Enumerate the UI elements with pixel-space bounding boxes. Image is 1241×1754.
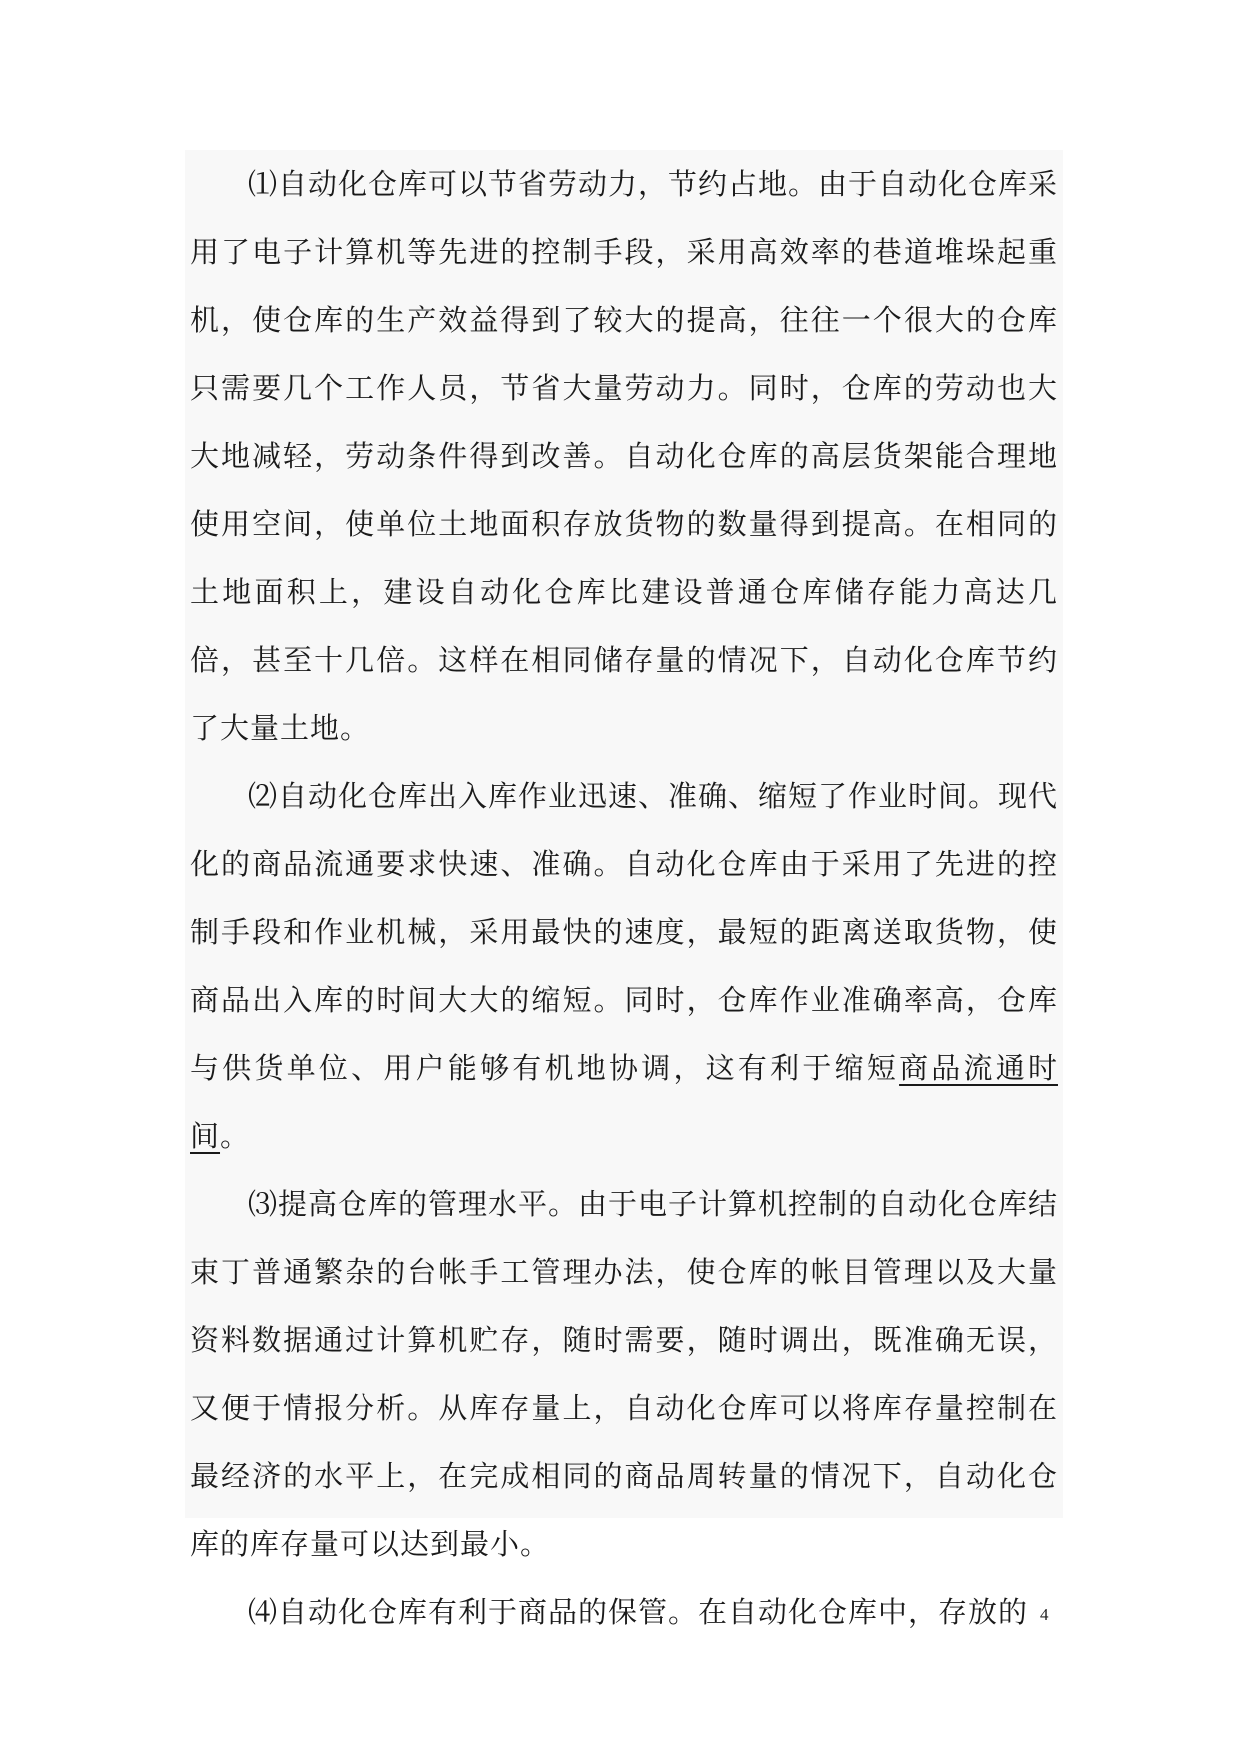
paragraph-3: ⑶提高仓库的管理水平。由于电子计算机控制的自动化仓库结束丁普通繁杂的台帐手工管理办法，使仓库的帐目管理以及大量资料数据通过计算机贮存，随时需要，随时调出，既准确无误，又便于情报分析。从库存量上，自动化仓库可以将库存量控制在最经济的水平上，在完成相同的商品周转量的情况下，自动化仓库的库存量可以达到最小。 xyxy=(190,1187,1059,1561)
paragraph-2 xyxy=(190,762,1058,1170)
page-number: 4 xyxy=(1040,1605,1049,1624)
paragraph-1: ⑴自动化仓库可以节省劳动力，节约占地。由于自动化仓库采用了电子计算机等先进的控制手段，采用高效率的巷道堆垛起重机，使仓库的生产效益得到了较大的提高，往往一个很大的仓库只需要几个工作人员，节省大量劳动力。同时，仓库的劳动也大大地减轻，劳动条件得到改善。自动化仓库的高层货架能合理地使用空间，使单位土地面积存放货物的数量得到提高。在相同的土地面积上，建设自动化仓库比建设普通仓库储存能力高达几倍，甚至十几倍。这样在相同储存量的情况下，自动化仓库节约了大量土地。 xyxy=(190,167,1059,745)
paragraph-4: ⑷自动化仓库有利于商品的保管。在自动化仓库中，存放的 xyxy=(248,1595,1029,1629)
paragraph-2-text: ⑵自动化仓库出入库作业迅速、准确、缩短了作业时间。现代化的商品流通要求快速、准确。自动化仓库由于采用了先进的控制手段和作业机械，采用最快的速度，最短的距离送取货物，使商品出入库的时间大大的缩短。同时，仓库作业准确率高，仓库与供货单位、用户能够有机地协调，这有利于缩短 xyxy=(190,779,1059,1085)
underlined-term-link[interactable]: 商品流通时间 xyxy=(190,1051,1058,1153)
body-text xyxy=(190,150,1058,1646)
paragraph-2-end: 。 xyxy=(220,1119,251,1153)
